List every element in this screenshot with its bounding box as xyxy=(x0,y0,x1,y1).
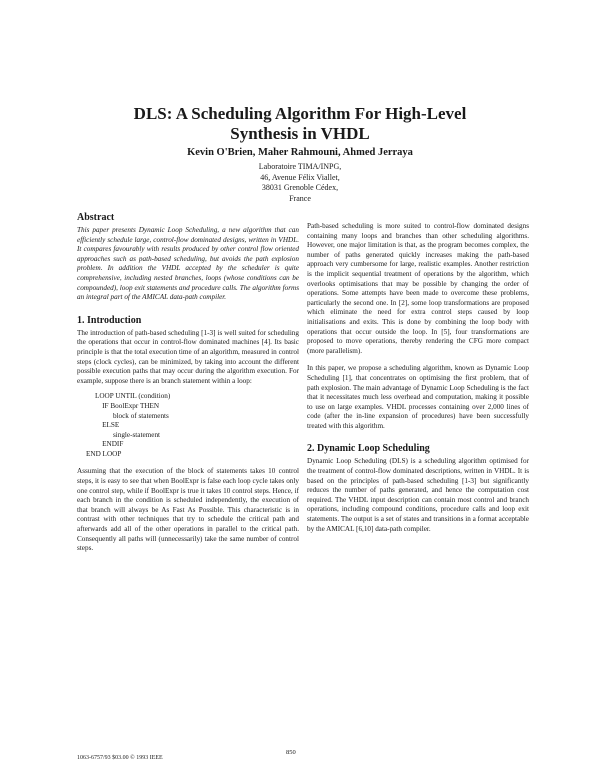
dls-heading: 2. Dynamic Loop Scheduling xyxy=(307,443,430,455)
code-line: IF BoolExpr THEN xyxy=(77,401,160,410)
code-listing xyxy=(77,392,299,459)
code-line: ENDIF xyxy=(77,440,124,449)
affiliation xyxy=(200,162,400,204)
body-paragraph: Dynamic Loop Scheduling (DLS) is a scheduling algorithm optimised for the treatment of control-flow dominated descriptions, written in VHDL. It is based on the principles of path-based scheduling [1-3] but significantly reduces the number of paths generated, and hence the computation cost required. The VHDL input description can contain most control and branch operations, including compound conditions, procedure calls and loop exit statements. The output is a set of states and transitions in a format acceptable by the AMICAL [6,10] data-path compiler. xyxy=(307,457,529,533)
introduction-paragraph: The introduction of path-based scheduling [1-3] is well suited for scheduling the operations that occur in control-flow dominated machines [4]. Its basic principle is that the total execution time of an algorithm, measured in control steps (clock cycles), can be minimized, by taking into account the different possible execution paths that may occur during the algorithm execution. For example, suppose there is an branch statement within a loop: xyxy=(77,328,299,385)
code-line: END LOOP xyxy=(77,449,122,458)
page-number: 850 xyxy=(286,749,296,756)
code-line: block of statements xyxy=(77,411,169,420)
code-line: single-statement xyxy=(77,430,161,439)
copyright-line: 1063-6757/93 $03.00 © 1993 IEEE xyxy=(77,755,163,761)
code-line: ELSE xyxy=(77,421,120,430)
paper-title xyxy=(80,104,520,144)
introduction-heading: 1. Introduction xyxy=(77,314,142,326)
introduction-paragraph: Assuming that the execution of the block of statements takes 10 control steps, it is easy to see that when BoolExpr is false each loop cycle takes only one control step, while if BoolExpr is true it takes 10 control steps. Hence, if each branch in the condition is scheduled independently, the execution of that branch will always be As Fast As Possible. This characteristic is in contrast with other techniques that try to schedule the critical path and afterwards add all of the other operations in parallel to the critical path. Consequently all paths will (unnecessarily) take the same number of control steps. xyxy=(77,467,299,553)
affiliation-line: 38031 Grenoble Cédex, xyxy=(261,183,339,192)
body-paragraph: Path-based scheduling is more suited to control-flow dominated designs containing many loops and branches than other scheduling algorithms. However, one major limitation is that, as the program becomes complex, the number of paths generated quickly increases making the path-based approach very cumbersome for large, realistic examples. Another restriction is the implicit sequential treatment of operations by the algorithm, which overlooks optimisations that may be possible by changing the order of operations. Some attempts have been made to overcome these problems, particularly the second one. In [2], some loop transformations are proposed which eliminate the need for extra control steps caused by loop initialisations and exits. This is done by combining the loop body with operations that occur outside the loop. In [5], four transformations are proposed to move operations, thereby rendering the CFG more compact (more parallelism). xyxy=(307,222,529,355)
affiliation-line: Laboratoire TIMA/INPG, xyxy=(258,162,342,171)
author-list: Kevin O'Brien, Maher Rahmouni, Ahmed Jerraya xyxy=(187,147,413,158)
affiliation-line: 46, Avenue Félix Viallet, xyxy=(260,172,340,182)
body-paragraph: In this paper, we propose a scheduling algorithm, known as Dynamic Loop Scheduling [1], that concentrates on optimising the first problem, that of path explosion. The main advantage of Dynamic Loop Scheduling is the fact that it necessitates much less overhead and computation, making it possible to use on large examples. VHDL processes containing over 2,000 lines of code (after the in-line expansion of procedures) have been successfully treated with this algorithm. xyxy=(307,364,529,430)
abstract-text: This paper presents Dynamic Loop Scheduling, a new algorithm that can efficiently schedule large, control-flow dominated designs, written in VHDL. It compares favourably with results produced by other control flow oriented approaches such as path-based scheduling, but avoids the path explosion problem. In addition the VHDL accepted by the scheduler is quite comprehensive, including nested branches, loops (whose conditions can be compounded), loop exit statements and procedure calls. The algorithm forms an integral part of the AMICAL data-path compiler. xyxy=(77,226,299,302)
code-line: LOOP UNTIL (condition) xyxy=(77,392,171,401)
title-line-1: DLS: A Scheduling Algorithm For High-Level xyxy=(133,104,467,123)
left-column xyxy=(77,212,299,554)
right-column xyxy=(307,222,529,534)
abstract-heading: Abstract xyxy=(77,212,115,223)
title-line-2: Synthesis in VHDL xyxy=(230,124,370,143)
affiliation-line: France xyxy=(289,193,311,203)
